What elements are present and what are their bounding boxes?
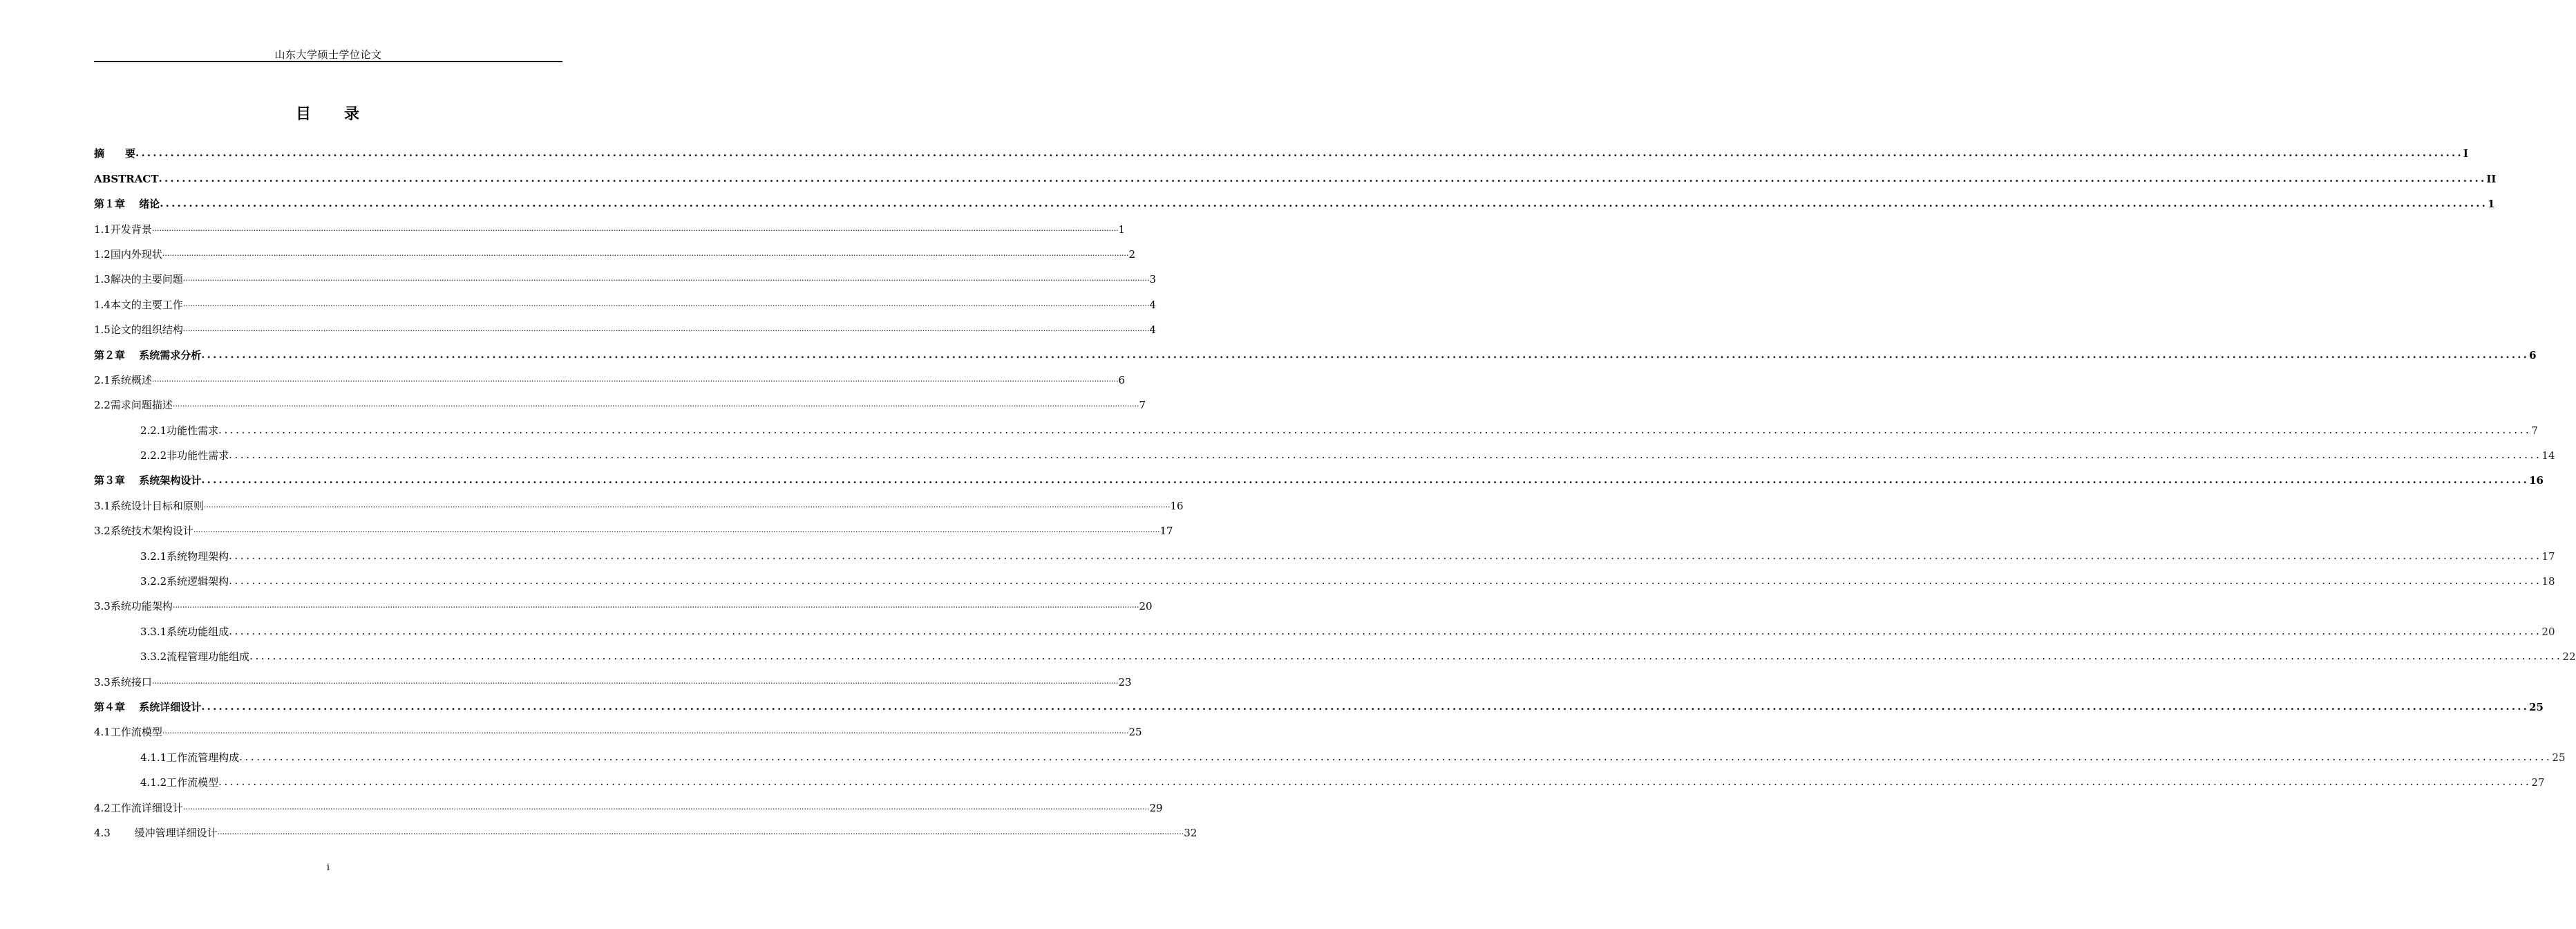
toc-entry[interactable]: [94, 312, 1157, 337]
toc-entry[interactable]: [94, 362, 1126, 387]
page-number: i: [326, 863, 330, 873]
toc-entry[interactable]: [94, 236, 1136, 261]
toc-entry[interactable]: [94, 789, 1163, 814]
header-rule: [94, 61, 562, 62]
toc-dot-leader: ................................................................................................................................................................................................................................................................................................................................................................................................................: [201, 700, 2530, 713]
toc-dot-leader: ................................................................................................................................................................................................................................................................................................................................................................................................................: [193, 525, 1160, 535]
toc-dot-leader: ................................................................................................................................................................................................................................................................................................................................................................................................................: [203, 500, 1171, 509]
toc-entry[interactable]: [94, 261, 1157, 286]
toc-entry[interactable]: [94, 664, 1132, 688]
toc-entry[interactable]: [94, 487, 1184, 512]
toc-entry-page: 29: [1149, 801, 1163, 814]
table-of-contents: [94, 135, 2576, 840]
toc-entry-page: 16: [2529, 474, 2544, 487]
toc-entry-label: 3.2系统技术架构设计: [94, 525, 193, 538]
toc-title-right: 录: [344, 105, 361, 123]
toc-entry-label: 1.2国内外现状: [94, 247, 162, 261]
toc-entry[interactable]: [94, 639, 2576, 664]
toc-entry[interactable]: [94, 714, 1142, 739]
toc-entry-page: 22: [2562, 650, 2576, 664]
toc-dot-leader: ................................................................................................................................................................................................................................................................................................................................................................................................................: [229, 549, 2542, 562]
toc-entry-label: 2.1系统概述: [94, 373, 152, 386]
toc-entry[interactable]: [94, 689, 2544, 714]
toc-title-left: 目: [295, 105, 312, 123]
toc-entry[interactable]: [94, 815, 1197, 840]
toc-entry-label: ABSTRACT: [94, 172, 159, 185]
toc-entry-page: 3: [1149, 273, 1157, 286]
toc-dot-leader: ................................................................................................................................................................................................................................................................................................................................................................................................................: [249, 650, 2563, 663]
toc-entry-label: 摘 要: [94, 147, 136, 160]
toc-entry[interactable]: [94, 563, 2555, 588]
toc-entry[interactable]: [94, 286, 1157, 311]
toc-entry[interactable]: [94, 764, 2545, 789]
toc-entry[interactable]: [94, 211, 1126, 236]
toc-entry-page: 6: [2529, 348, 2537, 362]
toc-dot-leader: ................................................................................................................................................................................................................................................................................................................................................................................................................: [151, 223, 1119, 233]
toc-entry-page: 20: [1139, 600, 1153, 613]
toc-entry-page: 18: [2541, 575, 2555, 588]
toc-entry-label: 3.1系统设计目标和原则: [94, 499, 204, 512]
toc-entry[interactable]: [94, 337, 2537, 362]
toc-entry-label: 3.2.2系统逻辑架构: [140, 575, 229, 588]
toc-entry[interactable]: [94, 462, 2544, 487]
toc-dot-leader: ................................................................................................................................................................................................................................................................................................................................................................................................................: [135, 147, 2463, 160]
toc-dot-leader: ................................................................................................................................................................................................................................................................................................................................................................................................................: [239, 750, 2553, 763]
toc-entry[interactable]: [94, 538, 2555, 563]
toc-entry-label: 1.4本文的主要工作: [94, 298, 183, 311]
toc-entry-label: 4.1.1工作流管理构成: [140, 751, 240, 764]
toc-dot-leader: ................................................................................................................................................................................................................................................................................................................................................................................................................: [158, 171, 2487, 185]
running-header: 山东大学硕士学位论文: [274, 48, 382, 61]
toc-dot-leader: ................................................................................................................................................................................................................................................................................................................................................................................................................: [160, 197, 2488, 210]
toc-entry[interactable]: [94, 387, 1146, 412]
toc-dot-leader: ................................................................................................................................................................................................................................................................................................................................................................................................................: [182, 274, 1150, 283]
toc-entry[interactable]: [94, 739, 2566, 764]
toc-entry-label: 3.2.1系统物理架构: [140, 550, 229, 563]
toc-entry-page: 25: [2552, 751, 2566, 764]
toc-entry-label: 第１章 绪论: [94, 198, 160, 211]
toc-entry-label: 4.3 缓冲管理详细设计: [94, 826, 218, 839]
toc-entry[interactable]: [94, 135, 2468, 160]
toc-entry-page: 7: [2531, 424, 2538, 437]
toc-entry-page: I: [2463, 147, 2468, 160]
toc-entry-label: 4.1.2工作流模型: [140, 776, 219, 789]
toc-entry-label: 2.2.2非功能性需求: [140, 449, 229, 462]
toc-dot-leader: ................................................................................................................................................................................................................................................................................................................................................................................................................: [201, 348, 2530, 361]
toc-entry-page: II: [2486, 172, 2497, 185]
toc-entry-page: 17: [1159, 525, 1173, 538]
toc-entry-page: 2: [1128, 247, 1136, 261]
toc-entry-page: 1: [2488, 198, 2495, 211]
toc-entry-page: 20: [2541, 625, 2555, 638]
toc-entry-label: 3.3系统功能架构: [94, 600, 173, 613]
toc-entry-label: 2.2.1功能性需求: [140, 424, 219, 437]
toc-entry-page: 23: [1118, 675, 1132, 688]
toc-entry-label: 第４章 系统详细设计: [94, 700, 202, 713]
toc-entry-page: 27: [2531, 776, 2545, 789]
toc-entry[interactable]: [94, 160, 2497, 185]
toc-entry-page: 1: [1118, 223, 1126, 236]
toc-entry-label: 1.3解决的主要问题: [94, 273, 183, 286]
toc-entry-page: 7: [1139, 399, 1146, 412]
toc-entry-page: 16: [1170, 499, 1184, 512]
toc-entry-page: 17: [2541, 550, 2555, 563]
toc-entry-page: 32: [1184, 826, 1197, 839]
toc-entry-page: 14: [2541, 449, 2555, 462]
toc-entry-label: 3.3.2流程管理功能组成: [140, 650, 250, 664]
toc-dot-leader: ................................................................................................................................................................................................................................................................................................................................................................................................................: [201, 473, 2530, 487]
toc-dot-leader: ................................................................................................................................................................................................................................................................................................................................................................................................................: [229, 449, 2542, 462]
toc-entry-label: 1.5论文的组织结构: [94, 323, 183, 337]
toc-dot-leader: ................................................................................................................................................................................................................................................................................................................................................................................................................: [229, 624, 2542, 637]
toc-entry[interactable]: [94, 613, 2555, 638]
toc-dot-leader: ................................................................................................................................................................................................................................................................................................................................................................................................................: [151, 676, 1119, 686]
toc-dot-leader: ................................................................................................................................................................................................................................................................................................................................................................................................................: [151, 374, 1119, 384]
toc-entry-label: 3.3系统接口: [94, 675, 152, 688]
toc-entry-label: 3.3.1系统功能组成: [140, 625, 229, 638]
toc-entry[interactable]: [94, 588, 1153, 613]
toc-dot-leader: ................................................................................................................................................................................................................................................................................................................................................................................................................: [218, 423, 2532, 436]
toc-entry-label: 第３章 系统架构设计: [94, 474, 202, 487]
toc-entry[interactable]: [94, 186, 2495, 211]
toc-title: [0, 102, 656, 124]
toc-entry-label: 4.1工作流模型: [94, 726, 162, 739]
toc-dot-leader: ................................................................................................................................................................................................................................................................................................................................................................................................................: [162, 248, 1129, 258]
toc-entry-label: 第２章 系统需求分析: [94, 348, 202, 362]
toc-entry-label: 2.2需求问题描述: [94, 399, 173, 412]
toc-entry-page: 4: [1149, 323, 1157, 337]
toc-entry[interactable]: [94, 513, 1173, 538]
toc-entry-page: 6: [1118, 373, 1126, 386]
toc-dot-leader: ................................................................................................................................................................................................................................................................................................................................................................................................................: [218, 776, 2532, 789]
toc-dot-leader: ................................................................................................................................................................................................................................................................................................................................................................................................................: [217, 827, 1184, 836]
toc-entry-page: 25: [1128, 726, 1142, 739]
toc-entry[interactable]: [94, 438, 2555, 462]
toc-entry-page: 4: [1149, 298, 1157, 311]
toc-dot-leader: ................................................................................................................................................................................................................................................................................................................................................................................................................: [162, 726, 1129, 736]
toc-dot-leader: ................................................................................................................................................................................................................................................................................................................................................................................................................: [182, 802, 1150, 811]
toc-dot-leader: ................................................................................................................................................................................................................................................................................................................................................................................................................: [229, 574, 2542, 588]
toc-entry-label: 1.1开发背景: [94, 223, 152, 236]
toc-entry-page: 25: [2529, 700, 2544, 713]
toc-entry-label: 4.2工作流详细设计: [94, 801, 183, 814]
toc-dot-leader: ................................................................................................................................................................................................................................................................................................................................................................................................................: [172, 400, 1139, 409]
toc-dot-leader: ................................................................................................................................................................................................................................................................................................................................................................................................................: [172, 601, 1139, 610]
toc-entry[interactable]: [94, 412, 2538, 437]
toc-dot-leader: ................................................................................................................................................................................................................................................................................................................................................................................................................: [182, 299, 1150, 308]
toc-dot-leader: ................................................................................................................................................................................................................................................................................................................................................................................................................: [182, 324, 1150, 334]
